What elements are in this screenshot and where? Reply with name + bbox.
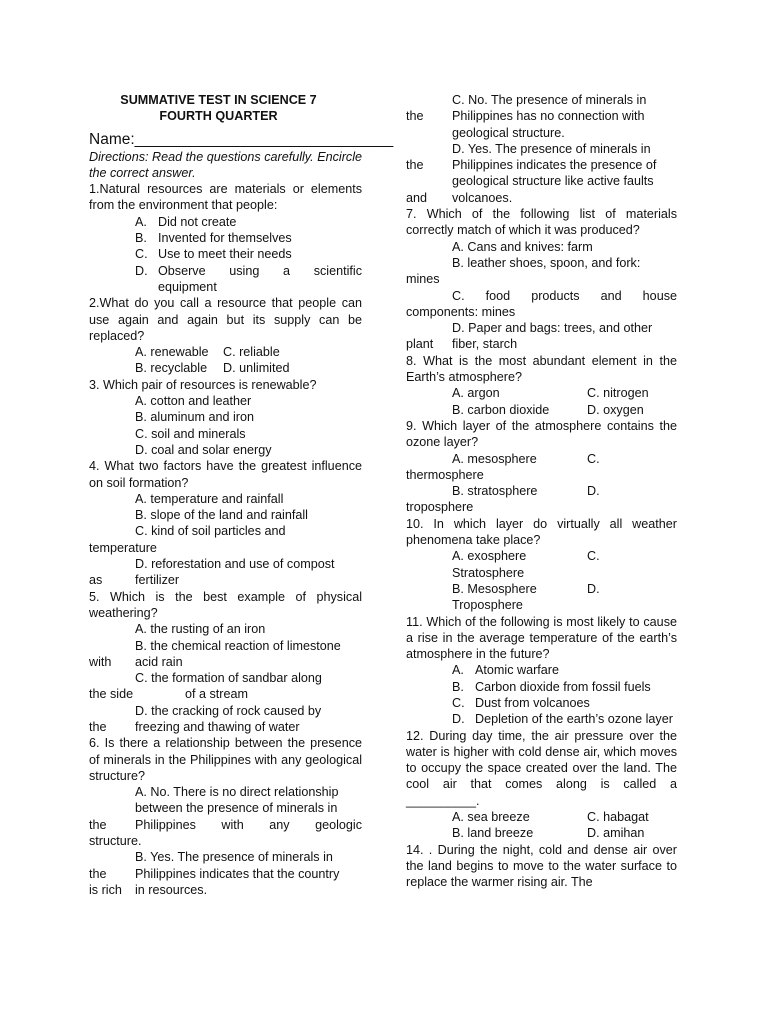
- q6-choice-d-cont-3: and volcanoes.: [406, 190, 513, 205]
- q7-choice-b: B. leather shoes, spoon, and fork:: [452, 255, 641, 270]
- q10-choice-b: B. Mesosphere: [452, 581, 537, 596]
- question-7-stem: 7. Which of the following list of materials correctly match of which it was produced?: [406, 207, 677, 238]
- q8-choice-b: B. carbon dioxide: [452, 402, 550, 417]
- question-1-stem: 1.Natural resources are materials or elements from the environment that people:: [89, 182, 362, 213]
- question-2-stem: 2.What do you call a resource that people can use again and again but its supply can be replaced?: [89, 296, 362, 343]
- q8-choice-c: C. nitrogen: [587, 386, 649, 401]
- q4-choice-c-cont: temperature: [89, 540, 157, 555]
- q10-choice-d: D.: [587, 581, 600, 596]
- q9-choice-c-cont: thermosphere: [406, 467, 484, 482]
- q8-choice-d: D. oxygen: [587, 402, 644, 417]
- q6-choice-a: A. No. There is no direct relationship: [135, 785, 339, 800]
- q4-choice-d: D. reforestation and use of compost: [135, 557, 335, 572]
- question-10-stem: 10. In which layer do virtually all weather phenomena take place?: [406, 516, 677, 548]
- q12-choices-row-2: [406, 825, 677, 841]
- q10-choice-c-cont: Stratosphere: [452, 565, 525, 580]
- quarter-title: FOURTH QUARTER: [159, 109, 278, 124]
- q7-choice-d-cont: plant fiber, starch: [406, 337, 518, 352]
- q2-choice-a: A. renewable: [135, 345, 209, 360]
- q2-choice-c: C. reliable: [223, 345, 280, 360]
- test-title: SUMMATIVE TEST IN SCIENCE 7: [120, 93, 317, 107]
- q2-choice-b: B. recyclable: [135, 361, 208, 376]
- q5-choice-b-cont: with acid rain: [89, 654, 183, 669]
- q5-choice-a: A. the rusting of an iron: [135, 622, 266, 637]
- q9-choices-row-1: [406, 451, 677, 467]
- q6-choice-b: B. Yes. The presence of minerals in: [135, 850, 333, 865]
- q6-choice-d-cont-1: the Philippines indicates the presence of: [406, 158, 657, 173]
- question-11-stem: 11. Which of the following is most likely to cause a rise in the average temperature of the earth’s atmosphere in the future?: [406, 614, 677, 662]
- q3-choice-b: B. aluminum and iron: [135, 410, 255, 425]
- q12-choice-b: B. land breeze: [452, 826, 534, 841]
- q5-choice-c: C. the formation of sandbar along: [135, 671, 322, 686]
- q1-choice-b: B. Invented for themselves: [135, 231, 292, 246]
- q8-choices-row-2: [406, 402, 677, 418]
- q11-choice-a: A. Atomic warfare: [452, 663, 559, 678]
- q5-choice-d-cont: the freezing and thawing of water: [89, 719, 300, 734]
- q4-choice-c: C. kind of soil particles and: [135, 524, 286, 539]
- q8-choice-a: A. argon: [452, 386, 500, 401]
- q5-choice-c-cont: the side of a stream: [89, 687, 248, 702]
- q10-choices-row-2: [406, 581, 677, 597]
- q1-choice-a: A. Did not create: [135, 214, 237, 229]
- q6-choice-d-cont-2: geological structure like active faults: [452, 174, 654, 189]
- q6-choice-a-cont-2: the Philippines with any geologic: [89, 817, 362, 832]
- q10-choice-c: C.: [587, 549, 600, 564]
- question-4-stem: 4. What two factors have the greatest influence on soil formation?: [89, 459, 362, 490]
- q3-choice-d: D. coal and solar energy: [135, 442, 272, 457]
- q6-choice-c-cont-2: geological structure.: [452, 125, 565, 140]
- question-12-stem: 12. During day time, the air pressure over the water is higher with cold dense air, which moves to occupy the space created over the land. The cool air that comes along is called a __________.: [406, 728, 677, 808]
- q11-choice-d: D. Depletion of the earth’s ozone layer: [452, 712, 673, 727]
- directions: Directions: Read the questions carefully. Encircle the correct answer.: [89, 149, 362, 180]
- q12-choices-row-1: [406, 809, 677, 825]
- q10-choice-a: A. exosphere: [452, 549, 527, 564]
- q9-choices-row-2: [406, 483, 677, 499]
- q12-choice-a: A. sea breeze: [452, 810, 530, 825]
- q4-choice-a: A. temperature and rainfall: [135, 491, 284, 506]
- q6-choice-c-cont-1: the Philippines has no connection with: [406, 109, 645, 124]
- q8-choices-row-1: [406, 385, 677, 401]
- q9-choice-d: D.: [587, 484, 600, 499]
- q1-choice-c: C. Use to meet their needs: [135, 247, 292, 262]
- q10-choices-row-1: [406, 548, 677, 564]
- q11-choice-b: B. Carbon dioxide from fossil fuels: [452, 679, 651, 694]
- right-column: [406, 92, 677, 891]
- q7-choice-a: A. Cans and knives: farm: [452, 239, 593, 254]
- name-field-label: Name:______________________________: [89, 130, 394, 148]
- q6-choice-a-cont-3: structure.: [89, 834, 142, 849]
- question-14-stem: 14. . During the night, cold and dense air over the land begins to move to the water surface to replace the warmer rising air. The: [406, 842, 677, 890]
- q6-choice-c: C. No. The presence of minerals in: [452, 93, 647, 107]
- q6-choice-a-cont-1: between the presence of minerals in: [135, 801, 338, 816]
- question-3-stem: 3. Which pair of resources is renewable?: [89, 377, 317, 392]
- q7-choice-c-cont: components: mines: [406, 304, 516, 319]
- question-8-stem: 8. What is the most abundant element in the Earth’s atmosphere?: [406, 353, 677, 385]
- q9-choice-a: A. mesosphere: [452, 451, 537, 466]
- q4-choice-d-cont: as fertilizer: [89, 573, 180, 588]
- q12-choice-c: C. habagat: [587, 810, 649, 825]
- q6-choice-d: D. Yes. The presence of minerals in: [452, 141, 651, 156]
- q2-choices-row-2: [89, 360, 362, 376]
- q2-choices-row-1: [89, 344, 362, 360]
- q6-choice-b-cont-1: the Philippines indicates that the country: [89, 866, 340, 881]
- q5-choice-b: B. the chemical reaction of limestone: [135, 638, 341, 653]
- left-column: [89, 92, 394, 898]
- q2-choice-d: D. unlimited: [223, 361, 290, 376]
- q9-choice-d-cont: troposphere: [406, 500, 474, 515]
- q10-choice-d-cont: Troposphere: [452, 598, 523, 613]
- q7-choice-d: D. Paper and bags: trees, and other: [452, 321, 653, 336]
- q4-choice-b: B. slope of the land and rainfall: [135, 508, 308, 523]
- q6-choice-b-cont-2: is rich in resources.: [89, 882, 208, 897]
- q7-choice-c: C. food products and house: [452, 288, 677, 303]
- q9-choice-c: C.: [587, 451, 600, 466]
- q3-choice-c: C. soil and minerals: [135, 426, 246, 441]
- question-5-stem: 5. Which is the best example of physical weathering?: [89, 589, 362, 620]
- q3-choice-a: A. cotton and leather: [135, 394, 252, 409]
- q1-choice-d: D. Observe using a scientific equipment: [135, 263, 362, 294]
- q11-choice-c: C. Dust from volcanoes: [452, 695, 590, 710]
- question-9-stem: 9. Which layer of the atmosphere contains the ozone layer?: [406, 418, 677, 450]
- q5-choice-d: D. the cracking of rock caused by: [135, 703, 322, 718]
- question-6-stem: 6. Is there a relationship between the presence of minerals in the Philippines with any geological structure?: [89, 736, 362, 783]
- q12-choice-d: D. amihan: [587, 826, 645, 841]
- q9-choice-b: B. stratosphere: [452, 484, 538, 499]
- q7-choice-b-cont: mines: [406, 272, 440, 287]
